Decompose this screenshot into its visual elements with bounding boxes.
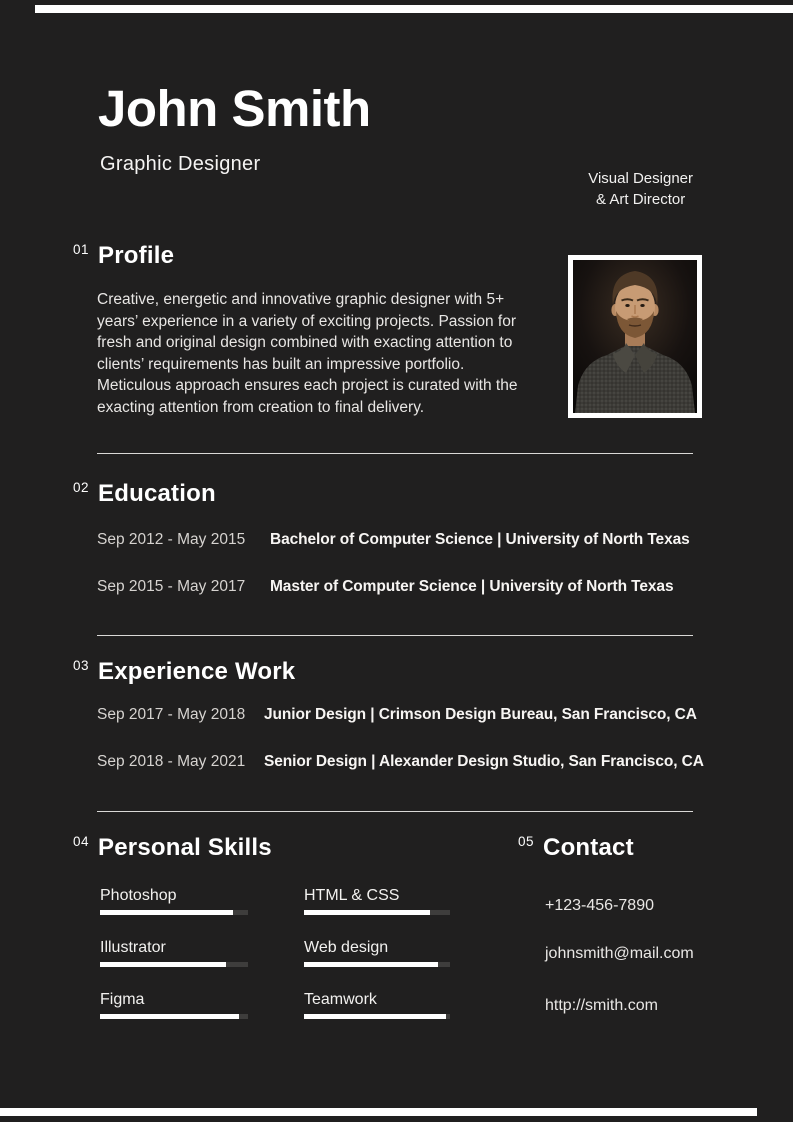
section-header-profile (73, 242, 174, 270)
profile-text-line: years’ experience in a variety of exciting projects. Passion for (97, 312, 516, 330)
role-tagline (588, 168, 693, 210)
skill-item (100, 938, 248, 967)
education-dates: Sep 2012 - May 2015 (97, 531, 246, 548)
section-title-education: Education (98, 480, 216, 507)
experience-detail: Senior Design | Alexander Design Studio, San Francisco, CA (264, 753, 704, 770)
experience-row (97, 752, 704, 771)
skill-bar-fill (304, 962, 438, 967)
section-header-contact (518, 834, 634, 862)
profile-text (97, 289, 517, 418)
skill-label: Teamwork (304, 991, 377, 1008)
skill-label: Illustrator (100, 939, 166, 956)
section-number-profile: 01 (73, 242, 90, 257)
skill-label: Photoshop (100, 887, 177, 904)
section-header-skills (73, 834, 272, 862)
section-header-experience (73, 658, 295, 686)
profile-text-line: Creative, energetic and innovative graphic designer with 5+ (97, 291, 505, 308)
portrait-photo (573, 260, 697, 413)
education-row (97, 530, 690, 549)
skill-bar-track (100, 1014, 248, 1019)
skill-bar-track (304, 910, 450, 915)
skill-item (304, 886, 450, 915)
bottom-accent-bar (0, 1108, 757, 1116)
photo-frame (568, 255, 702, 418)
profile-text-line: Meticulous approach ensures each project is curated with the (97, 377, 518, 394)
section-number-contact: 05 (518, 834, 535, 849)
skill-bar-fill (304, 910, 430, 915)
education-detail: Bachelor of Computer Science | University of North Texas (270, 531, 690, 548)
skill-bar-track (100, 962, 248, 967)
education-row (97, 577, 673, 596)
section-title-contact: Contact (543, 834, 634, 861)
section-header-education (73, 480, 216, 508)
person-job-title: Graphic Designer (100, 153, 261, 175)
skill-label: Web design (304, 939, 389, 956)
skill-label: HTML & CSS (304, 887, 400, 904)
experience-row (97, 705, 697, 724)
experience-dates: Sep 2018 - May 2021 (97, 753, 246, 770)
skill-bar-fill (100, 1014, 239, 1019)
experience-dates: Sep 2017 - May 2018 (97, 706, 246, 723)
section-divider (97, 453, 693, 454)
skill-item (304, 938, 450, 967)
skill-bar-track (100, 910, 248, 915)
top-accent-bar (35, 5, 793, 13)
section-title-experience: Experience Work (98, 658, 296, 685)
contact-email: johnsmith@mail.com (545, 945, 694, 962)
education-detail: Master of Computer Science | University of North Texas (270, 578, 674, 595)
section-number-skills: 04 (73, 834, 90, 849)
section-number-experience: 03 (73, 658, 90, 673)
experience-detail: Junior Design | Crimson Design Bureau, San Francisco, CA (264, 706, 697, 723)
role-line-1: Visual Designer (588, 170, 693, 187)
eye (625, 304, 629, 307)
skill-bar-fill (100, 910, 233, 915)
profile-text-line: clients’ requirements has built an impressive portfolio. (97, 355, 465, 373)
education-dates: Sep 2015 - May 2017 (97, 578, 246, 595)
person-name: John Smith (98, 80, 371, 137)
skill-item (100, 990, 248, 1019)
skill-item (304, 990, 450, 1019)
section-divider (97, 635, 693, 636)
skill-bar-track (304, 1014, 450, 1019)
skill-item (100, 886, 248, 915)
profile-text-line: fresh and original design combined with exacting attention to (97, 334, 513, 351)
section-title-profile: Profile (98, 242, 175, 269)
skill-bar-fill (100, 962, 226, 967)
skill-bar-track (304, 962, 450, 967)
contact-phone: +123-456-7890 (545, 897, 654, 914)
skill-label: Figma (100, 991, 145, 1008)
contact-website: http://smith.com (545, 997, 658, 1014)
section-number-education: 02 (73, 480, 90, 495)
section-title-skills: Personal Skills (98, 834, 272, 861)
profile-text-line: exacting attention from creation to final delivery. (97, 398, 425, 416)
role-line-2: & Art Director (596, 191, 686, 208)
section-divider (97, 811, 693, 812)
skill-bar-fill (304, 1014, 446, 1019)
eye (640, 304, 644, 307)
